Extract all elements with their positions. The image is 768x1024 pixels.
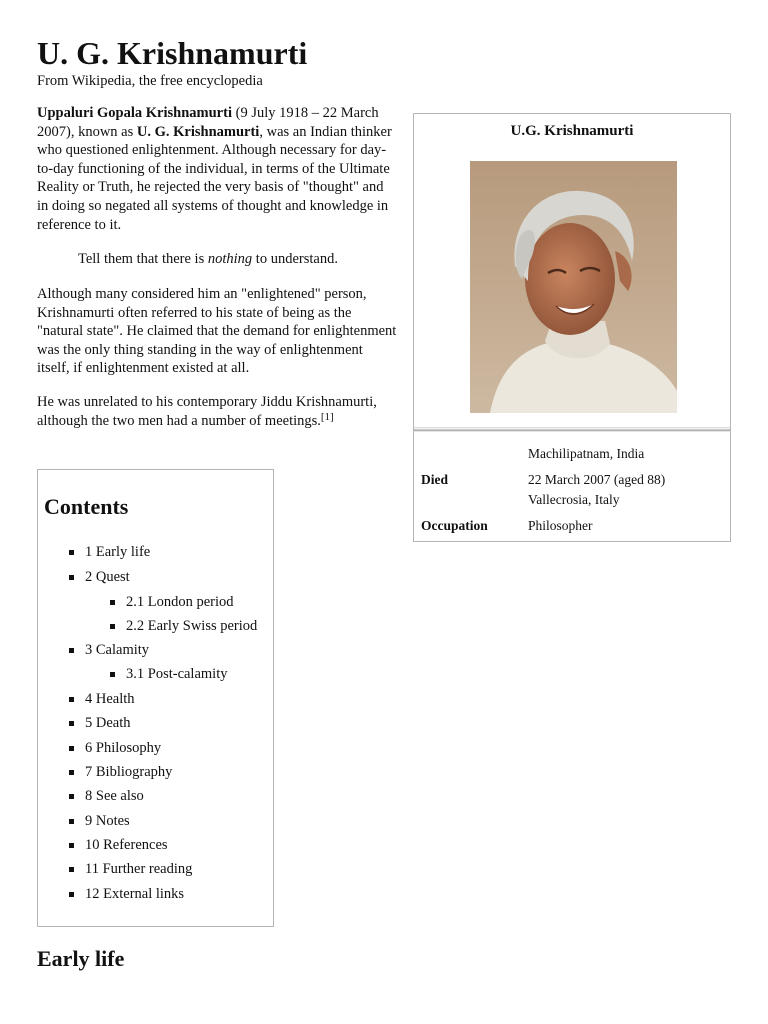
died-label: Died: [421, 472, 448, 487]
toc-item-label: 3 Calamity: [85, 642, 150, 658]
infobox-title: U.G. Krishnamurti: [510, 123, 634, 139]
portrait-photo[interactable]: [470, 161, 677, 413]
infobox-crop-edge: [414, 426, 730, 433]
bullet-icon: [110, 600, 115, 605]
bullet-icon: [69, 550, 74, 555]
toc-item-label: 12 External links: [85, 886, 185, 902]
section-heading-early-life: Early life: [37, 946, 125, 971]
died-place: Vallecrosia, Italy: [528, 492, 620, 507]
tagline: From Wikipedia, the free encyclopedia: [37, 73, 263, 89]
paragraph-jiddu-text: He was unrelated to his contemporary Jiddu Krishnamurti, although the two men had a number of meetings.: [37, 394, 377, 429]
quote-emphasis: nothing: [207, 251, 253, 267]
toc-item-early-swiss-period[interactable]: [126, 617, 257, 635]
bullet-icon: [110, 672, 115, 677]
toc-item-label: 10 References: [85, 837, 168, 853]
toc-item-label: 1 Early life: [85, 544, 151, 560]
toc-item-health[interactable]: [85, 690, 135, 708]
toc-item-label: 8 See also: [85, 788, 144, 804]
table-of-contents: [37, 469, 274, 927]
bullet-icon: [69, 648, 74, 653]
subject-full-name: Uppaluri Gopala Krishnamurti: [37, 105, 232, 121]
toc-item-label: 3.1 Post-calamity: [126, 666, 228, 682]
toc-item-label: 2.2 Early Swiss period: [126, 618, 258, 634]
quote-pre: Tell them that there is: [78, 251, 208, 267]
toc-item-quest[interactable]: [85, 568, 130, 586]
bullet-icon: [69, 721, 74, 726]
infobox: [413, 113, 731, 542]
toc-item-see-also[interactable]: [85, 787, 144, 805]
toc-item-further-reading[interactable]: [85, 860, 192, 878]
toc-title: Contents: [44, 494, 129, 519]
occupation-label: Occupation: [421, 518, 488, 533]
bullet-icon: [69, 867, 74, 872]
toc-item-label: 2.1 London period: [126, 594, 234, 610]
bullet-icon: [110, 624, 115, 629]
intro-paragraph: [37, 104, 397, 234]
bullet-icon: [69, 892, 74, 897]
toc-item-external-links[interactable]: [85, 885, 184, 903]
quote-post: to understand.: [252, 251, 338, 267]
toc-item-label: 6 Philosophy: [85, 740, 162, 756]
bullet-icon: [69, 794, 74, 799]
toc-border-gap: [273, 566, 274, 608]
died-date: 22 March 2007 (aged 88): [528, 472, 666, 487]
toc-item-notes[interactable]: [85, 812, 130, 830]
toc-item-london-period[interactable]: [126, 593, 234, 611]
paragraph-jiddu: [37, 393, 377, 430]
bullet-icon: [69, 575, 74, 580]
toc-item-label: 11 Further reading: [85, 861, 193, 877]
toc-item-early-life[interactable]: [85, 543, 150, 561]
bullet-icon: [69, 770, 74, 775]
toc-item-post-calamity[interactable]: [126, 665, 228, 683]
bullet-icon: [69, 697, 74, 702]
subject-dates: (9 July 1918 – 22 March 2007), known as: [37, 105, 379, 140]
quote: [78, 250, 338, 268]
born-place: Machilipatnam, India: [528, 446, 645, 461]
bullet-icon: [69, 746, 74, 751]
toc-item-label: 9 Notes: [85, 813, 130, 829]
subject-short-name: U. G. Krishnamurti: [136, 123, 260, 140]
toc-item-label: 2 Quest: [85, 569, 130, 585]
portrait-image: [470, 161, 677, 413]
paragraph-natural-state: Although many considered him an "enlightened" person, Krishnamurti often referred to his state of being as the "natural state". He claimed that the demand for enlightenment was the only thing standing in the way of enlightenment itself, if enlightenment existed at all.: [37, 286, 397, 377]
toc-item-calamity[interactable]: [85, 641, 149, 659]
reference-link-1[interactable]: [1]: [320, 410, 334, 423]
toc-item-references[interactable]: [85, 836, 168, 854]
page-title: U. G. Krishnamurti: [37, 35, 308, 71]
bullet-icon: [69, 819, 74, 824]
bullet-icon: [69, 843, 74, 848]
toc-item-label: 5 Death: [85, 715, 131, 731]
intro-rest: , was an Indian thinker who questioned enlightenment. Although necessary for day-to-day functioning of the individual, in terms of the Ultimate Reality or Truth, he rejected the very basis of "thought" and in doing so negated all systems of thought and knowledge in reference to it.: [37, 123, 392, 233]
toc-item-death[interactable]: [85, 714, 131, 732]
occupation-value: Philosopher: [528, 518, 593, 533]
toc-item-philosophy[interactable]: [85, 739, 161, 757]
toc-item-label: 4 Health: [85, 691, 135, 707]
toc-item-label: 7 Bibliography: [85, 764, 173, 780]
toc-item-bibliography[interactable]: [85, 763, 172, 781]
